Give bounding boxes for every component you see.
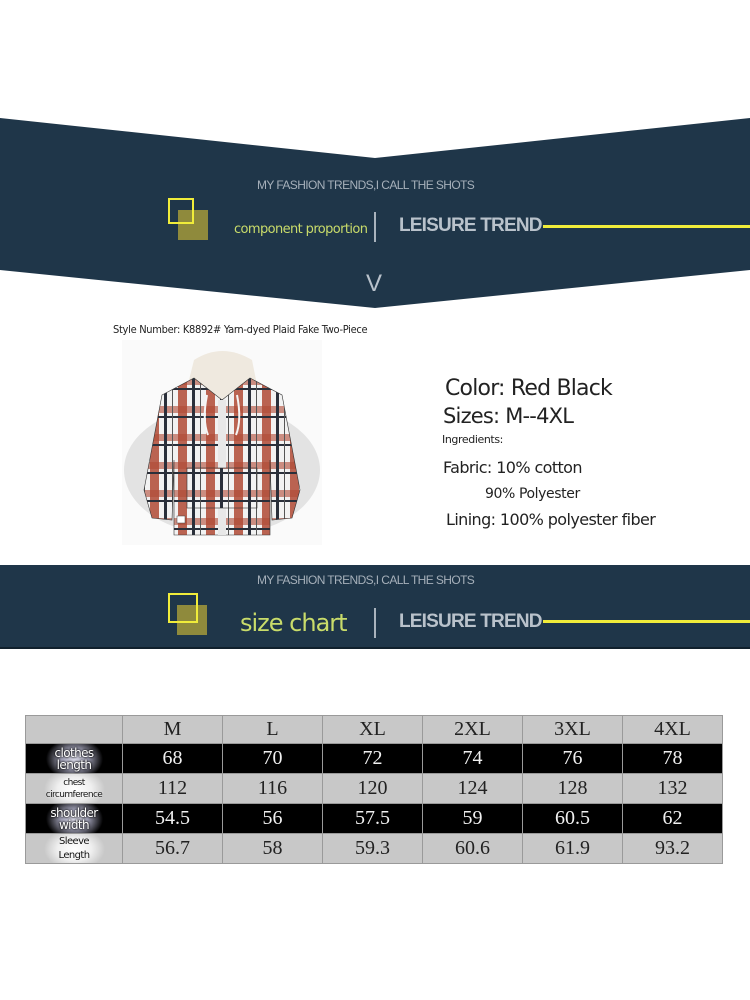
sizes-spec: Sizes: M--4XL xyxy=(443,404,574,428)
table-row xyxy=(26,774,723,804)
plaid-jacket-image xyxy=(122,340,322,545)
table-cell: 60.6 xyxy=(423,834,523,864)
divider xyxy=(374,212,376,242)
row-label-line-1: shoulder xyxy=(50,805,98,820)
chevron-down-icon: V xyxy=(366,270,383,297)
product-image xyxy=(122,340,322,545)
brand-title: LEISURE TREND xyxy=(399,611,542,632)
top-banner xyxy=(0,118,750,308)
row-label-line-2: Length xyxy=(58,849,90,861)
section-label: size chart xyxy=(240,609,347,637)
row-label xyxy=(26,774,123,804)
table-cell: 116 xyxy=(223,774,323,804)
square-outline-icon xyxy=(168,593,198,623)
table-cell: 57.5 xyxy=(323,804,423,834)
column-header: M xyxy=(123,716,223,744)
table-cell: 62 xyxy=(623,804,723,834)
table-header-row xyxy=(26,716,723,744)
table-row xyxy=(26,804,723,834)
table-cell: 93.2 xyxy=(623,834,723,864)
table-cell: 59.3 xyxy=(323,834,423,864)
accent-line xyxy=(543,620,750,623)
section-label: component proportion xyxy=(234,222,368,237)
column-header: 2XL xyxy=(423,716,523,744)
divider xyxy=(374,608,376,638)
table-cell: 58 xyxy=(223,834,323,864)
table-cell: 72 xyxy=(323,744,423,774)
row-label-line-1: Sleeve xyxy=(59,835,89,847)
table-cell: 56.7 xyxy=(123,834,223,864)
size-chart-banner xyxy=(0,565,750,649)
style-number: Style Number: K8892# Yarn-dyed Plaid Fake Two-Piece xyxy=(113,323,368,336)
table-cell: 59 xyxy=(423,804,523,834)
table-row xyxy=(26,744,723,774)
row-label-line-2: width xyxy=(58,817,90,832)
square-outline-icon xyxy=(168,198,194,224)
table-row xyxy=(26,834,723,864)
ingredients-label: Ingredients: xyxy=(442,433,503,446)
fabric-spec-2: 90% Polyester xyxy=(485,486,580,502)
column-header: L xyxy=(223,716,323,744)
tagline: MY FASHION TRENDS,I CALL THE SHOTS xyxy=(257,178,475,192)
row-label xyxy=(26,834,123,864)
column-header: XL xyxy=(323,716,423,744)
size-chart-table xyxy=(25,715,723,864)
table-cell: 56 xyxy=(223,804,323,834)
tagline: MY FASHION TRENDS,I CALL THE SHOTS xyxy=(257,573,475,587)
table-cell: 78 xyxy=(623,744,723,774)
color-spec: Color: Red Black xyxy=(445,376,612,401)
table-cell: 128 xyxy=(523,774,623,804)
table-cell: 60.5 xyxy=(523,804,623,834)
row-label-line-2: circumference xyxy=(45,789,103,800)
table-cell: 120 xyxy=(323,774,423,804)
header-empty-cell xyxy=(26,716,123,744)
table-cell: 74 xyxy=(423,744,523,774)
table-cell: 76 xyxy=(523,744,623,774)
column-header: 3XL xyxy=(523,716,623,744)
table-cell: 68 xyxy=(123,744,223,774)
brand-title: LEISURE TREND xyxy=(399,215,542,236)
table-cell: 70 xyxy=(223,744,323,774)
column-header: 4XL xyxy=(623,716,723,744)
row-label xyxy=(26,744,123,774)
table-cell: 61.9 xyxy=(523,834,623,864)
table-cell: 112 xyxy=(123,774,223,804)
lining-spec: Lining: 100% polyester fiber xyxy=(446,510,656,529)
fabric-spec: Fabric: 10% cotton xyxy=(443,458,582,477)
accent-line xyxy=(543,225,750,228)
table-cell: 132 xyxy=(623,774,723,804)
table-cell: 54.5 xyxy=(123,804,223,834)
row-label-line-1: clothes xyxy=(54,745,94,760)
row-label-line-2: length xyxy=(56,757,92,772)
row-label-line-1: chest xyxy=(63,777,85,788)
table-cell: 124 xyxy=(423,774,523,804)
row-label xyxy=(26,804,123,834)
